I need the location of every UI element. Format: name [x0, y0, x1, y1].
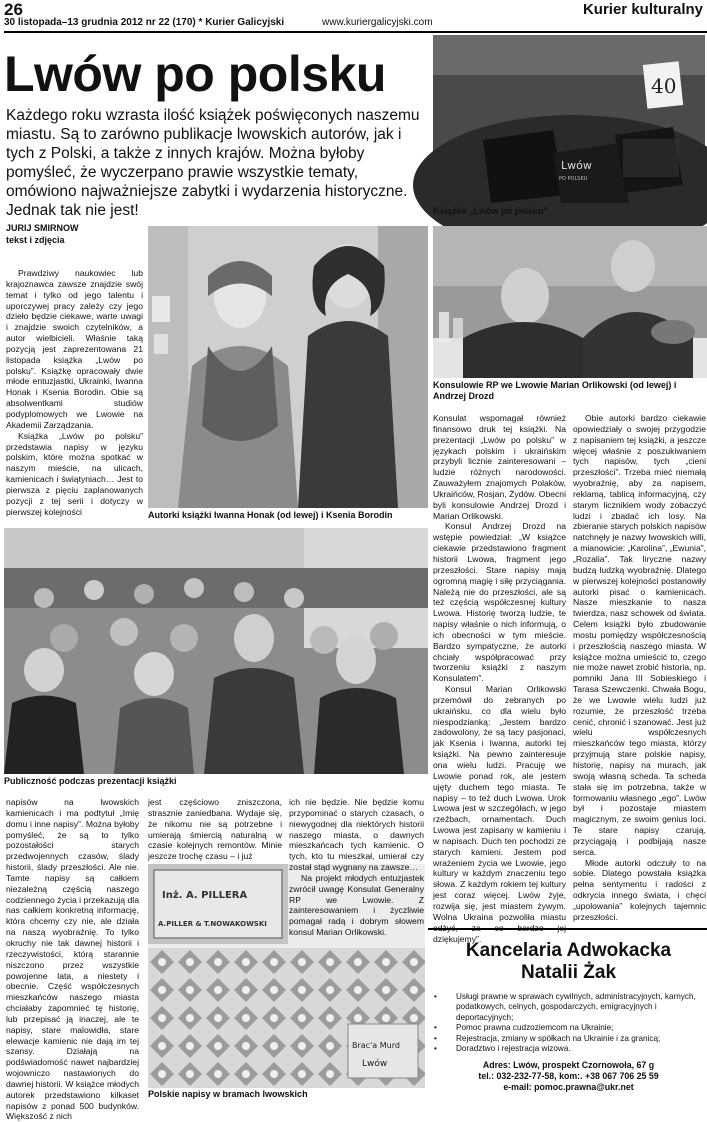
caption-authors: Autorki książki Iwanna Honak (od lewej) i Ksenia Borodin [148, 510, 393, 520]
floor-text-2: Lwów [362, 1059, 388, 1069]
column-6 [573, 413, 706, 923]
floor-text-1: Brac'a Murd [352, 1041, 400, 1050]
article-byline [6, 222, 79, 246]
author-note: tekst i zdjęcia [6, 235, 65, 245]
ad-email[interactable]: e-mail: pomoc.prawna@ukr.net [503, 1082, 634, 1092]
paragraph: Prawdziwy naukowiec lub krajoznawca zawsze znajdzie swój temat i tylko od jego talentu i uporczywej pracy zależy czy jego dzieło będzie ciekawe, warte uwagi i znajdzie swoich czytelników, a autor wielbicieli. Właśnie taką pozycją jest zaprezentowana 21 listopada książka „Lwów po polsku”. Książkę opracowały dwie młode entuzjastki, Ukrainki, Iwanna Honak i Ksenia Borodin. Obie są absolwentkami studiów podyplomowych we Lwowie na Akademii Zarządzania. [6, 268, 143, 430]
photo-audience [4, 528, 428, 774]
list-item: • Usługi prawne w sprawach cywilnych, administracyjnych, karnych, podatkowych, celnych, gospodarczych, emigracyjnych i deportacyjnych; [430, 992, 704, 1023]
list-item: • Rejestracja, zmiany w spółkach na Ukrainie i za granicą; [430, 1034, 704, 1044]
paragraph: Młode autorki odczuły to na sobie. Dlatego powstała książka pełna sentymentu i radości z odkrycia innego świata, i chęci „upolowania” kolejnych tajemnic przeszłości. [573, 857, 706, 922]
plaque-text-2: A.PILLER & T.NOWAKOWSKI [158, 920, 267, 928]
issue-info: 30 listopada–13 grudnia 2012 nr 22 (170) * Kurier Galicyjski [4, 17, 285, 28]
column-3 [148, 797, 282, 862]
article-title: Lwów po polsku [4, 46, 386, 102]
ad-rule [428, 928, 707, 930]
author-name: JURIJ SMIRNOW [6, 223, 79, 233]
paragraph: Na projekt młodych entuzjastek zwrócił uwagę Konsulat Generalny RP we Lwowie. Z zainteresowaniem i życzliwie pomagał radą i dobrym słowem konsul Marian Orlikowski. [289, 872, 424, 938]
ad-title-line-1: Kancelaria Adwokacka [465, 940, 672, 961]
paragraph: Konsul Andrzej Drozd na wstępie powiedział: „W książce ciekawie przedstawiono fragment historii Lwowa, fragment jego przeszłości. Stare napisy mają ogromną magię i siłę przyciągania. Należą nie do przeszłości, ale są też częścią współczesnej kultury Lwowa. Historię tworzą ludzie, te napisy właśnie o nich informują, o ich obecności w tym mieście. Bardzo sympatyczne, że autorki chciały współpracować przy tworzeniu książki z naszym Konsulatem”. [433, 521, 566, 684]
ad-title-line-2: Natalii Żak [520, 962, 617, 983]
ad-title [430, 940, 707, 984]
price-tag-text: 40 [651, 74, 677, 98]
paragraph: napisów na lwowskich kamienicach i ma podtytuł „Imię domu i inne napisy”. Można byłoby pomyśleć, że są to tylko pozostałości starych przedwojennych czasów, ślady historii, ślady przeszłości. Ale nie. Tamte napisy są całkiem niezależną częścią naszego codziennego życia i przekazują dla nas całkiem konkretną informację, która chcemy czy nie, ale działa na naszą wyobraźnię. To tylko okruchy nie tak dawnej historii i rzeczywistości, którą starannie niszczono przez wszystkie powojenne lata, a niestety i obecnie. Część współczesnych mieszkańców naszego miasta chciałaby zapomnieć tę historię, lub przepisać ją inaczej, ale te napisy, stare malowidła, stare elewacje kamienic nie dają im tej szansy. Działają na podświadomość nawet najbardziej wojowniczo nastawionych do dawnej historii. W książce młodych autorek przedstawiono kilkaset napisów z ponad 500 budynków. Większość z nich [6, 797, 139, 1122]
column-2 [6, 797, 139, 1122]
ad-address: Adres: Lwów, prospekt Czornowoła, 67 g [482, 1060, 655, 1070]
column-1 [6, 268, 143, 517]
list-item: • Pomoc prawna cudzoziemcom na Ukrainie; [430, 1023, 704, 1033]
website-link[interactable]: www.kuriergalicyjski.com [322, 17, 433, 28]
photo-book [433, 35, 705, 203]
plaque-text-1: Inż. A. PILLERA [162, 890, 248, 901]
paragraph: ich nie będzie. Nie będzie komu przypominać o starych czasach, o niewygodnej dla niektórych historii naszego miasta, o dawnych mieszkańcach tych kamienic. O tych, kto tu mieszkał, umierał czy został stąd wygnany na zawsze… [289, 797, 424, 873]
book-cover-title: Lwów [561, 159, 592, 172]
paragraph: Konsul Marian Orlikowski przemówił do zebranych po ukraińsku, co dla wielu było niespodzianką: „Jestem bardzo zadowolony, że są tacy pasjonaci, jak Ksenia i Iwanna, autorki tej książki. Na pewno zainteresuje ona wielu ludzi. Pracuję we Lwowie ponad rok, ale jestem ujęty duchem tego miasta. Te napisy – to też duch Lwowa. Urok Lwowa jest w szczegółach, w jego rzeźbach, ornamentach. Duch Lwowa jest zapisany w kamieniu i w napisach. Duch ten pochodzi ze starych kamieni. Jestem pod wrażeniem życia we Lwowie, jego kultury w każdym znaczeniu tego słowa. Z każdym rokiem tej kultury jest coraz więcej. Lwów żyje, rozwija się, jest miastem żywym. Wolna Ukraina pozwoliła miastu dziękujemy”. [433, 684, 566, 944]
ad-contact [430, 1060, 707, 1093]
book-cover-subtitle: PO POLSKU [559, 176, 588, 182]
caption-inscriptions: Polskie napisy w bramach lwowskich [148, 1089, 308, 1099]
list-item: • Doradztwo i rejestracja wizowa. [430, 1044, 704, 1054]
paragraph: Konsulat wspomagał również finansowo druk tej książki. Na prezentacji „Lwów po polsku” w językach polskim i ukraińskim przybyli licznie zainteresowani – ludzie różnych narodowości. Zauważyłem znajomych Polaków, Ukraińców, Rosjan, Żydów. Obecni byli konsulowie Andrzej Drozd i Marian Orlikowski. [433, 413, 566, 521]
article-lead: Każdego roku wzrasta ilość książek poświęconych naszemu miastu. Są to zarówno publikacje lwowskich autorów, jak i tych z Polski, a także z innych krajów. Można byłoby pomyśleć, że wyczerpano prawie wszystkie tematy, omówiono najważniejsze zabytki i wydarzenia historyczne. Jednak tak nie jest! [6, 107, 420, 219]
photo-consuls [433, 226, 707, 378]
caption-book: Książka „Lwów po polsku” [433, 206, 549, 216]
paragraph: Książka „Lwów po polsku” przedstawia napisy w języku polskim, które można spotkać w naszym mieście, na ulicach, kamienicach i świątyniach… Jest to pierwsza z pięciu zaplanowanych pozycji z tej serii i dotyczy w pierwszej kolejności [6, 430, 143, 517]
ad-services-list [430, 992, 704, 1054]
header-rule [4, 31, 707, 33]
column-4 [289, 797, 424, 938]
caption-consuls: Konsulowie RP we Lwowie Marian Orlikowski (od lewej) i Andrzej Drozd [433, 380, 677, 401]
page-number: 26 [4, 0, 23, 19]
section-title: Kurier kulturalny [582, 1, 703, 18]
paragraph: Obie autorki bardzo ciekawie opowiedziały o swojej przygodzie z napisaniem tej książki, a jeszcze więcej właśnie z poszukiwaniem tych napisów, tych „cieni przeszłości”. Trzeba mieć niemałą wyobraźnię, aby za napisem, reklamą, tablicą informacyjną, czy starym licznikiem wody zobaczyć ludzi i zbadać ich losy. Na zbieranie starych polskich napisów natchnęły je nazwy lwowskich willi, a mianowicie: „Karolina”, „Ewunia”, „Rozalia”. Tak liryczne nazwy budzą ludzką wyobraźnię. Dlatego w pierwszej kolejności postanowiły autorki pisać o kamienicach. Nasze mieszkanie to nasza twierdza, nasz schowek od świata. Celem książki było zbudowanie mostu pomiędzy współczesnością i przeszłością naszego miasta. W książce można umieścić to, czego nie może nawet zrobić historia, np. pomniki Jana III Sobieskiego i Tarasa Szewczenki. Chwała Bogu, że we Lwowie wielu ludzi już rozumie, że przeszłość trzeba cenić, chronić i szanować. Jest już wielu współczesnych mieszkańców tego miasta, którzy przyjmują stare polskie napisy, historię, napisy na murach, jak swoją własną scheda. Ta scheda stała się im potrzebna, także w formowaniu własnego „ego”. Lwów był i pozostaje miastem magicznym, ze swoim genius loci. Te stare napisy czarują, przyciągają i podbijają nasze serca. [573, 413, 706, 857]
photo-authors [148, 226, 428, 508]
ad-phones: tel.: 032-232-77-58, kom:. +38 067 706 25 59 [478, 1071, 659, 1081]
column-5 [433, 413, 566, 944]
caption-audience: Publiczność podczas prezentacji książki [4, 776, 177, 786]
paragraph: jest częściowo zniszczona, strasznie zaniedbana. Wydaje się, że nikomu nie są potrzebne i umierają śmiercią naturalną w czasie kolejnych remontów. Minie jeszcze trochę czasu – i już [148, 797, 282, 862]
